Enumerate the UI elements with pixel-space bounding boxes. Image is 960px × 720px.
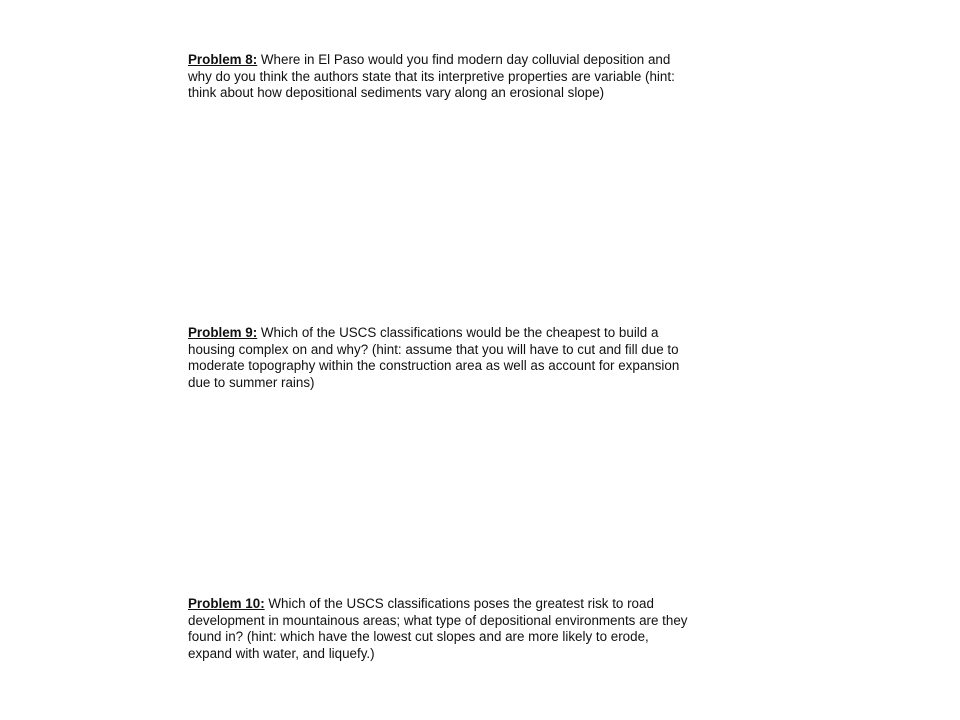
problem-10-text-line-2: development in mountainous areas; what type of depositional environments are they xyxy=(188,612,688,628)
problem-10-label: Problem 10: xyxy=(188,596,265,611)
problem-10 xyxy=(188,596,788,662)
problem-8-text-line-2: why do you think the authors state that its interpretive properties are variable (hint: xyxy=(188,68,675,84)
problem-9-label: Problem 9: xyxy=(188,325,258,340)
problem-9-text-line-4: due to summer rains) xyxy=(188,374,315,390)
problem-8-label: Problem 8: xyxy=(188,52,258,67)
problem-9-text-line-2: housing complex on and why? (hint: assume that you will have to cut and fill due to xyxy=(188,341,679,357)
problem-10-text-line-3: found in? (hint: which have the lowest cut slopes and are more likely to erode, xyxy=(188,629,649,645)
problem-9 xyxy=(188,325,788,391)
problem-8-text-line-1: Where in El Paso would you find modern day colluvial deposition and xyxy=(257,52,671,67)
problem-10-line-1 xyxy=(188,596,788,613)
problem-10-text-line-1: Which of the USCS classifications poses the greatest risk to road xyxy=(264,596,654,611)
problem-8-line-1 xyxy=(188,52,788,69)
problem-10-text-line-4: expand with water, and liquefy.) xyxy=(188,645,375,661)
problem-9-text-line-3: moderate topography within the construction area as well as account for expansion xyxy=(188,358,680,374)
problem-9-text-line-1: Which of the USCS classifications would be the cheapest to build a xyxy=(257,325,659,340)
problem-8 xyxy=(188,52,788,102)
problem-9-line-1 xyxy=(188,325,788,342)
problem-8-text-line-3: think about how depositional sediments vary along an erosional slope) xyxy=(188,85,605,101)
